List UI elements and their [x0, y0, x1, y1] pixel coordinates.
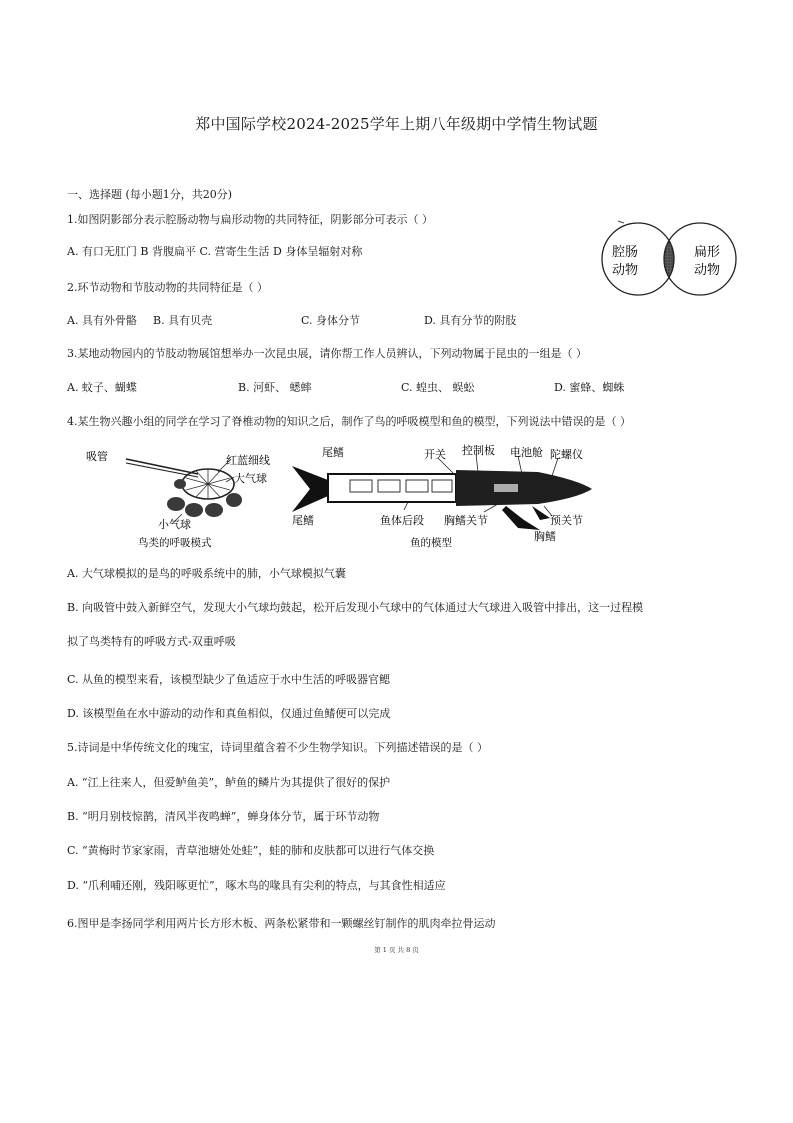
q3-option-a: A. 蚊子、蝴蝶 [67, 381, 137, 394]
venn-diagram [590, 218, 750, 298]
q4-option-b-line2: 拟了鸟类特有的呼吸方式-双重呼吸 [67, 635, 236, 648]
fish-caption: 鱼的模型 [410, 537, 452, 549]
tail-fin [292, 466, 328, 512]
q2-option-c: C. 身体分节 [301, 314, 361, 327]
label-gyro: 陀螺仪 [550, 448, 583, 461]
venn-left-line2: 动物 [612, 263, 639, 278]
label-rope: 红蓝细线 [226, 454, 270, 467]
small-balloon [167, 497, 185, 511]
bird-caption: 鸟类的呼吸模式 [138, 537, 212, 549]
label-big-balloon: 大气球 [234, 472, 267, 485]
page-title: 郑中国际学校2024-2025学年上期八年级期中学情生物试题 [195, 115, 598, 133]
label-pec-joint: 胸鳍关节 [444, 514, 488, 527]
q4-option-a: A. 大气球模拟的是鸟的呼吸系统中的肺，小气球模拟气囊 [67, 567, 346, 580]
fish-head [456, 470, 592, 506]
q5-stem: 5.诗词是中华传统文化的瑰宝，诗词里蕴含着不少生物学知识。下列描述错误的是（ ） [67, 741, 488, 754]
q2-option-b: B. 具有贝壳 [153, 314, 213, 327]
bird-breathing-model [86, 444, 282, 554]
q5-option-a: A. “江上往来人，但爱鲈鱼美”，鲈鱼的鳞片为其提供了很好的保护 [67, 776, 391, 789]
q5-option-c: C. “黄梅时节家家雨，青草池塘处处蛙”，蛙的肺和皮肤都可以进行气体交换 [67, 844, 435, 857]
q4-option-d: D. 该模型鱼在水中游动的动作和真鱼相似，仅通过鱼鳍便可以完成 [67, 707, 391, 720]
label-tail-fin-bottom: 尾鳍 [292, 514, 314, 527]
q6-stem: 6.图甲是李扬同学利用两片长方形木板、两条松紧带和一颗螺丝钉制作的肌肉牵拉骨运动 [67, 917, 496, 930]
q5-option-d: D. “爪利哺还刚，残阳啄更忙”，啄木鸟的喙具有尖利的特点，与其食性相适应 [67, 879, 446, 892]
q4-option-b-line1: B. 向吸管中鼓入新鲜空气，发现大小气球均鼓起，松开后发现小气球中的气体通过大气球进入吸管中排出，这一过程模 [67, 601, 644, 614]
q3-option-c: C. 蝗虫、 蜈蚣 [401, 381, 475, 394]
q3-stem: 3.某地动物园内的节肢动物展馆想举办一次昆虫展，请你帮工作人员辨认，下列动物属于昆虫的一组是（ ） [67, 347, 587, 360]
q4-stem: 4.某生物兴趣小组的同学在学习了脊椎动物的知识之后，制作了鸟的呼吸模型和鱼的模型，下列说法中错误的是（ ） [67, 415, 631, 428]
q3-option-b: B. 河虾、 蟋蟀 [238, 381, 312, 394]
q2-option-d: D. 具有分节的附肢 [424, 314, 517, 327]
venn-left-line1: 腔肠 [612, 245, 639, 260]
q5-option-b: B. “明月别枝惊鹊，清风半夜鸣蝉”，蝉身体分节，属于环节动物 [67, 810, 380, 823]
label-switch: 开关 [424, 448, 446, 461]
label-pec-fin: 胸鳍 [534, 530, 556, 543]
section-heading: 一、选择题 (每小题1分，共20分) [67, 188, 233, 201]
fish-model [288, 444, 598, 550]
q2-stem: 2.环节动物和节肢动物的共同特征是（ ） [67, 281, 268, 294]
q4-option-c: C. 从鱼的模型来看，该模型缺少了鱼适应于水中生活的呼吸器官鳃 [67, 673, 391, 686]
page-footer: 第 1 页 共 8 页 [374, 946, 419, 954]
venn-right-line1: 扁形 [694, 245, 721, 260]
q1-options: A. 有口无肛门 B 背腹扁平 C. 营寄生生活 D 身体呈辐射对称 [67, 245, 363, 258]
label-tube: 吸管 [86, 450, 108, 463]
q2-option-a: A. 具有外骨骼 [67, 314, 137, 327]
label-tail-fin-top: 尾鳍 [322, 446, 344, 459]
q3-option-d: D. 蜜蜂、蜘蛛 [554, 381, 625, 394]
q1-stem: 1.如图阴影部分表示腔肠动物与扁形动物的共同特征，阴影部分可表示（ ） [67, 213, 433, 226]
venn-right-line2: 动物 [694, 263, 721, 278]
label-pre-joint: 预关节 [550, 514, 583, 527]
label-battery: 电池舱 [510, 446, 543, 459]
label-rear-body: 鱼体后段 [380, 514, 424, 527]
label-control-board: 控制板 [462, 444, 495, 457]
label-small-balloon: 小气球 [158, 518, 191, 531]
